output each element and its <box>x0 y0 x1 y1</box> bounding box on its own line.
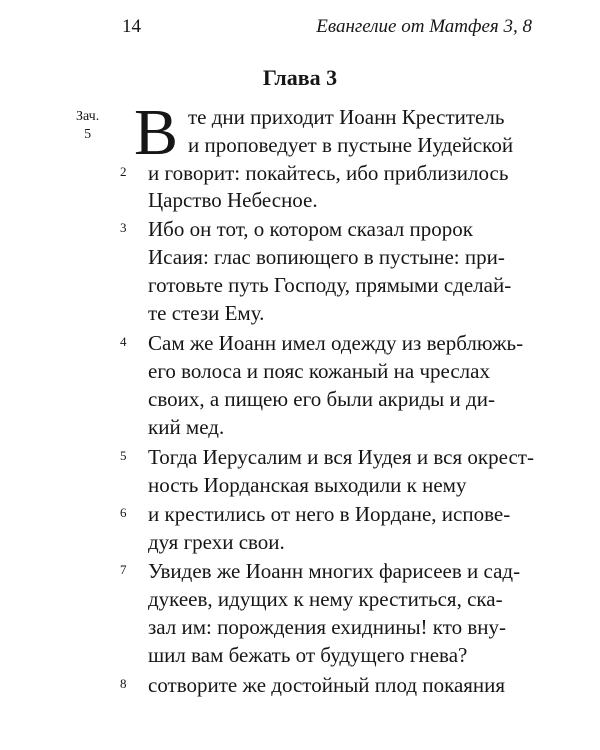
verse-line: своих, а пищею его были акриды и ди- <box>148 387 495 411</box>
verse-line: зал им: порождения ехиднины! кто вну- <box>148 615 507 639</box>
verse-line: Исаия: глас вопиющего в пустыне: при- <box>148 245 505 269</box>
verse-number: 6 <box>120 505 127 520</box>
zachalo-number: 5 <box>84 127 92 142</box>
verse-line: готовьте путь Господу, прямыми сделай- <box>148 273 512 297</box>
page-number: 14 <box>122 16 141 37</box>
verse-line: те стези Ему. <box>148 301 265 325</box>
verse-number: 4 <box>120 334 127 349</box>
verse-line: Ибо он тот, о котором сказал пророк <box>148 217 473 241</box>
verse-line: кий мед. <box>148 415 225 439</box>
running-head: Евангелие от Матфея 3, 8 <box>316 16 532 37</box>
verse-number: 2 <box>120 164 127 179</box>
verse-line: Увидев же Иоанн многих фарисеев и сад- <box>148 559 521 583</box>
verse-line: Сам же Иоанн имел одежду из верблюжь- <box>148 331 524 355</box>
verse-line: дуя грехи свои. <box>148 530 285 554</box>
verse-number: 3 <box>120 220 127 235</box>
verse-line: и проповедует в пустыне Иудейской <box>188 133 514 157</box>
verse-line: его волоса и пояс кожаный на чреслах <box>148 359 490 383</box>
verse-line: Тогда Иерусалим и вся Иудея и вся окрест- <box>148 445 534 469</box>
verse-line: шил вам бежать от будущего гнева? <box>148 643 468 667</box>
zachalo-label: Зач. <box>76 109 100 124</box>
drop-cap: В <box>134 96 179 169</box>
verse-number: 8 <box>120 676 127 691</box>
verse-line: сотворите же достойный плод покаяния <box>148 673 506 697</box>
verse-line: и говорит: покайтесь, ибо приблизилось <box>148 161 509 185</box>
verse-line: те дни приходит Иоанн Креститель <box>188 105 505 129</box>
verse-number: 5 <box>120 448 127 463</box>
verse-line: Царство Небесное. <box>148 188 318 212</box>
verse-number: 7 <box>120 562 127 577</box>
verse-line: ность Иорданская выходили к нему <box>148 473 467 497</box>
chapter-title: Глава 3 <box>262 65 338 90</box>
zachalo-marker <box>76 108 99 144</box>
verse-line: дукеев, идущих к нему креститься, ска- <box>148 587 503 611</box>
verse-line: и крестились от него в Иордане, испове- <box>148 502 511 526</box>
